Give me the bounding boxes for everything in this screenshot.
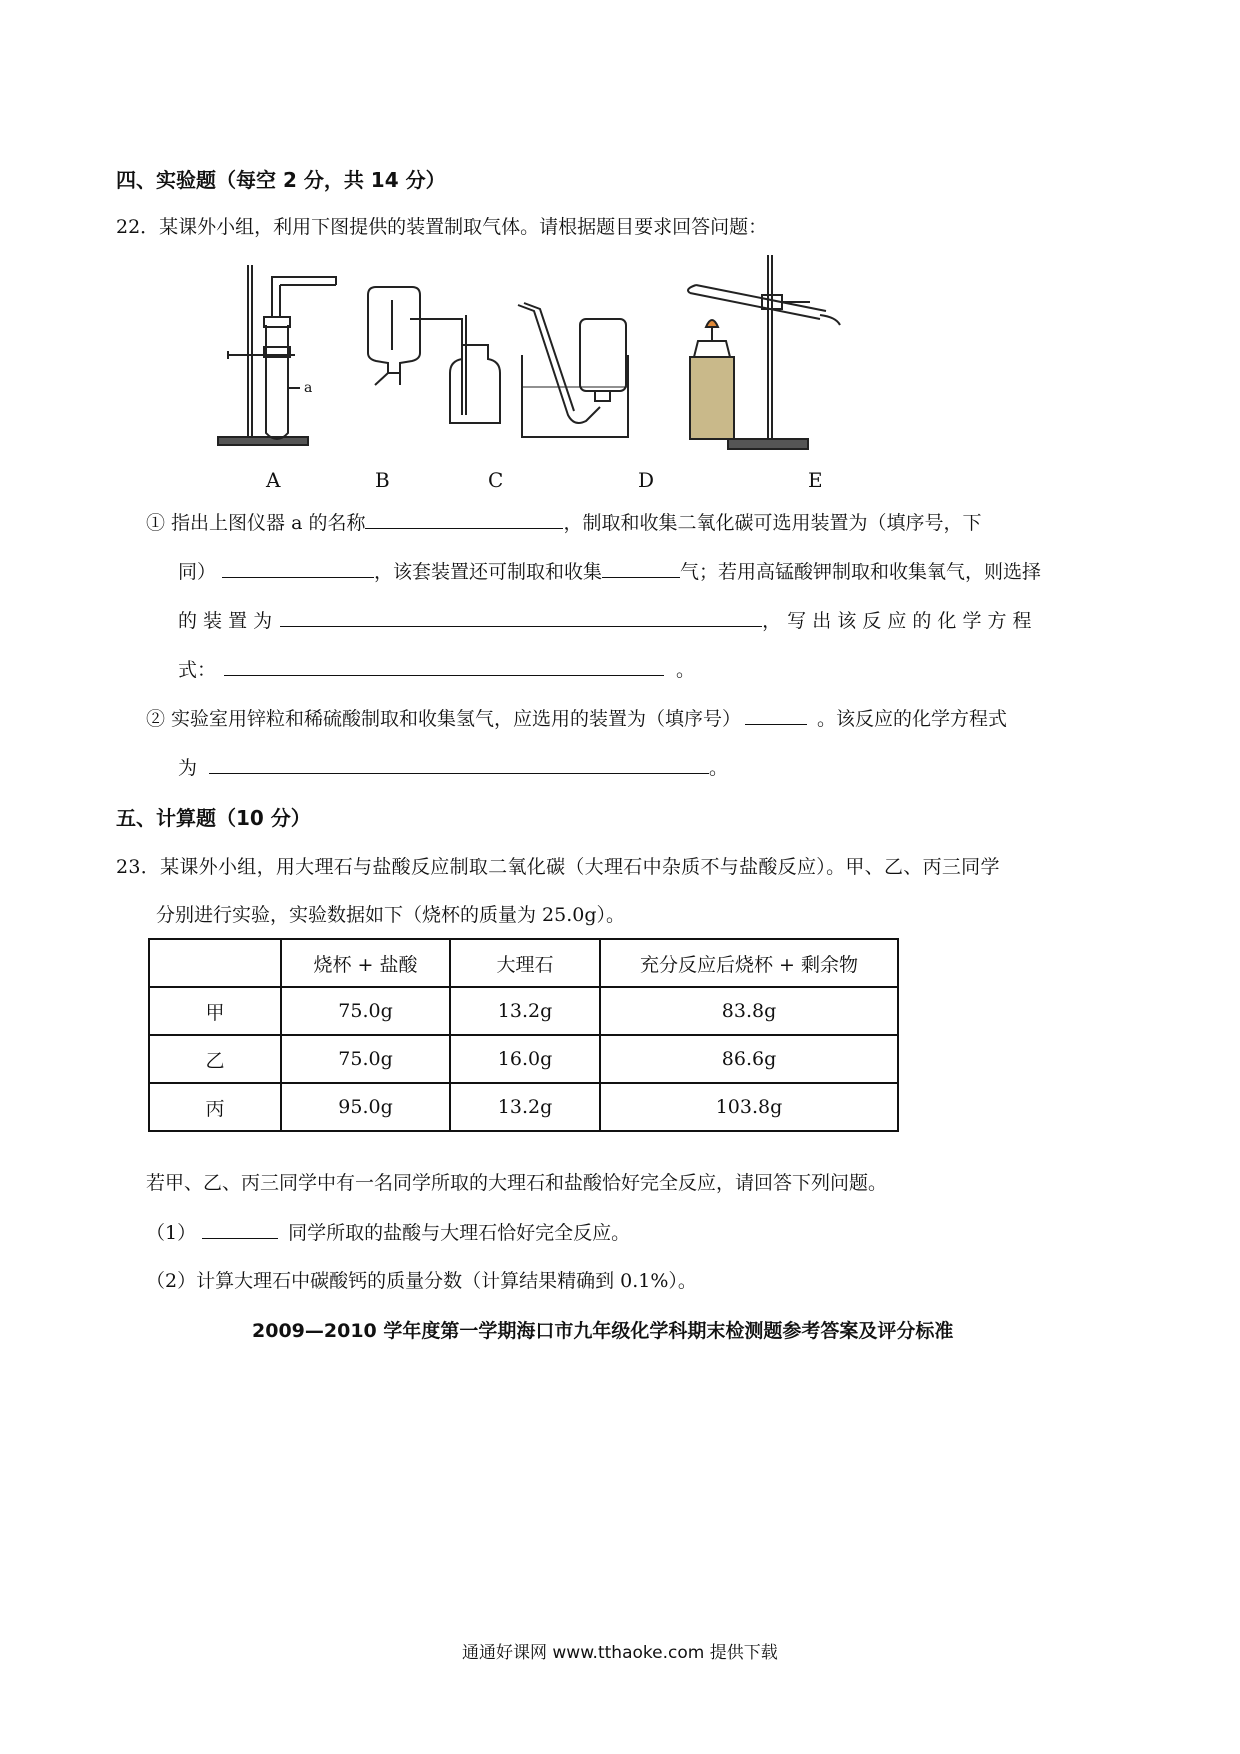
- answer-key-title: 2009—2010 学年度第一学期海口市九年级化学科期末检测题参考答案及评分标准: [252, 1320, 954, 1342]
- section-4-title: 四、实验题（每空 2 分，共 14 分）: [116, 168, 446, 192]
- page-footer: 通通好课网 www.tthaoke.com 提供下载: [462, 1643, 778, 1663]
- question-23-line2: 分别进行实验，实验数据如下（烧杯的质量为 25.0g）。: [156, 904, 626, 926]
- question-23-line1: 23．某课外小组，用大理石与盐酸反应制取二氧化碳（大理石中杂质不与盐酸反应）。甲、乙、丙三同学: [116, 856, 1000, 878]
- table-cell: 95.0g: [281, 1083, 450, 1131]
- q22-part1-text: 的 装 置 为: [178, 610, 273, 632]
- table-cell: 乙: [149, 1035, 281, 1083]
- answer-blank[interactable]: [365, 508, 563, 529]
- table-header-cell: 充分反应后烧杯 + 剩余物: [600, 939, 898, 987]
- answer-blank[interactable]: [224, 655, 664, 676]
- question-23-sub1-text: 同学所取的盐酸与大理石恰好完全反应。: [288, 1222, 631, 1244]
- q22-part2-text: ② 实验室用锌粒和稀硫酸制取和收集氢气，应选用的装置为（填序号）: [146, 708, 742, 730]
- q22-part1-text: ， 写 出 该 反 应 的 化 学 方 程: [762, 610, 1032, 632]
- q22-part2-text: 为: [178, 757, 198, 779]
- figure-label-b: B: [375, 468, 390, 492]
- experiment-data-table: [148, 938, 899, 1132]
- table-cell: 13.2g: [450, 1083, 600, 1131]
- figure-label-a: A: [266, 468, 281, 492]
- q22-part1-text: 。: [676, 659, 696, 681]
- table-header-cell: 烧杯 + 盐酸: [281, 939, 450, 987]
- table-header-cell: 大理石: [450, 939, 600, 987]
- q22-part1-text: ，该套装置还可制取和收集: [374, 561, 603, 583]
- answer-blank[interactable]: [280, 606, 762, 627]
- q22-part1-text: 式：: [178, 659, 217, 681]
- table-cell: 75.0g: [281, 987, 450, 1035]
- q22-part1-line3: [178, 606, 1032, 633]
- answer-blank[interactable]: [202, 1218, 278, 1239]
- apparatus-a: [218, 265, 336, 445]
- apparatus-c: [410, 315, 500, 423]
- figure-label-e: E: [808, 468, 823, 492]
- table-cell: 丙: [149, 1083, 281, 1131]
- figure-label-c: C: [488, 468, 504, 492]
- q22-part2-line2: [178, 753, 728, 780]
- q22-part2-text: 。: [709, 757, 729, 779]
- q22-part2-line1: [146, 704, 1007, 731]
- section-5-title: 五、计算题（10 分）: [116, 806, 311, 830]
- apparatus-b: [368, 287, 420, 385]
- table-row: [149, 1083, 898, 1131]
- q22-part1-text: 同）: [178, 561, 217, 583]
- answer-blank[interactable]: [745, 704, 807, 725]
- answer-blank[interactable]: [222, 557, 374, 578]
- table-cell: 86.6g: [600, 1035, 898, 1083]
- table-row: [149, 987, 898, 1035]
- table-header-row: [149, 939, 898, 987]
- table-cell: 16.0g: [450, 1035, 600, 1083]
- q22-part1-line4: [178, 655, 695, 682]
- table-row: [149, 1035, 898, 1083]
- apparatus-d: [518, 303, 628, 437]
- q22-part1-line1: [146, 508, 981, 535]
- table-cell: 103.8g: [600, 1083, 898, 1131]
- table-cell: 83.8g: [600, 987, 898, 1035]
- question-22-intro: 22．某课外小组，利用下图提供的装置制取气体。请根据题目要求回答问题：: [116, 216, 768, 238]
- table-header-cell: [149, 939, 281, 987]
- table-cell: 13.2g: [450, 987, 600, 1035]
- question-23-sub1-label: （1）: [146, 1222, 197, 1244]
- table-cell: 甲: [149, 987, 281, 1035]
- question-23-sub1: [146, 1218, 630, 1245]
- apparatus-e: [688, 255, 840, 449]
- answer-blank[interactable]: [209, 753, 709, 774]
- q22-part1-line2: [178, 557, 1041, 584]
- apparatus-figure: [200, 255, 940, 455]
- question-23-sub2: （2）计算大理石中碳酸钙的质量分数（计算结果精确到 0.1%）。: [146, 1270, 697, 1292]
- q22-part2-text: 。该反应的化学方程式: [817, 708, 1008, 730]
- q22-part1-text: 气；若用高锰酸钾制取和收集氧气，则选择: [680, 561, 1042, 583]
- table-cell: 75.0g: [281, 1035, 450, 1083]
- label-a: a: [304, 380, 313, 396]
- answer-blank[interactable]: [602, 557, 680, 578]
- question-23-condition: 若甲、乙、丙三同学中有一名同学所取的大理石和盐酸恰好完全反应，请回答下列问题。: [146, 1172, 888, 1194]
- q22-part1-text: ① 指出上图仪器 a 的名称: [146, 512, 366, 534]
- q22-part1-text: ，制取和收集二氧化碳可选用装置为（填序号，下: [563, 512, 982, 534]
- figure-label-d: D: [638, 468, 655, 492]
